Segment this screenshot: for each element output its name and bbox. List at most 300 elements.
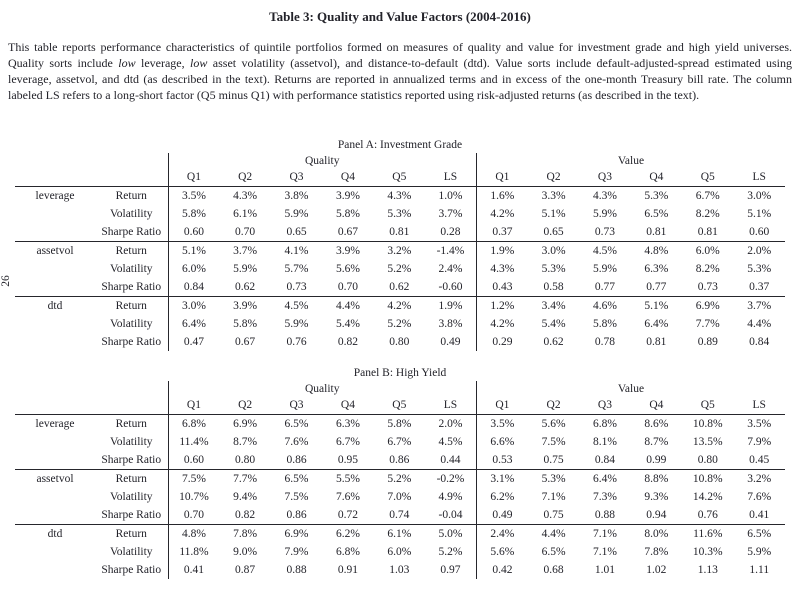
factor-label xyxy=(15,205,95,223)
quintile-header: Q4 xyxy=(631,169,682,187)
data-cell: 4.3% xyxy=(592,190,617,202)
data-cell: 5.0% xyxy=(425,525,476,544)
data-cell: 0.95 xyxy=(337,454,358,466)
data-cell: 1.2% xyxy=(476,297,527,316)
data-cell: 0.28 xyxy=(440,226,461,238)
data-cell: 0.84 xyxy=(594,454,616,466)
stat-label: Return xyxy=(115,190,147,202)
table-row xyxy=(15,415,785,434)
table-row xyxy=(15,297,785,316)
data-cell: 5.9% xyxy=(592,208,617,220)
data-cell: 6.2% xyxy=(322,525,373,544)
data-cell: 1.9% xyxy=(476,242,527,261)
factor-label: assetvol xyxy=(15,242,95,261)
data-cell: 4.2% xyxy=(374,297,425,316)
data-cell: 2.4% xyxy=(438,263,463,275)
data-cell: 4.9% xyxy=(438,491,463,503)
row-group-leverage xyxy=(15,187,785,242)
description-text: This table reports performance characteristics of quintile portfolios formed on measures of quality and value for investment grade and high yield universes. Quality sorts include xyxy=(8,40,792,70)
data-cell: 0.82 xyxy=(337,336,358,348)
data-cell: 1.02 xyxy=(646,564,667,576)
stat-label: Volatility xyxy=(109,491,153,503)
data-cell: 5.5% xyxy=(322,470,373,489)
factor-label xyxy=(15,315,95,333)
table-description xyxy=(8,39,792,103)
row-group-dtd xyxy=(15,297,785,352)
data-cell: 5.8% xyxy=(233,318,258,330)
data-cell: 4.4% xyxy=(322,297,373,316)
data-cell: 4.2% xyxy=(476,315,527,333)
table-row xyxy=(15,278,785,297)
data-cell: 8.1% xyxy=(592,436,617,448)
data-cell: 3.5% xyxy=(168,187,219,206)
spacer-cell xyxy=(15,153,168,169)
stat-label: Sharpe Ratio xyxy=(101,336,162,348)
data-cell: 7.1% xyxy=(541,491,566,503)
data-cell: 6.9% xyxy=(233,418,258,430)
panel-a-table xyxy=(15,153,785,351)
data-cell: 7.7% xyxy=(219,470,270,489)
data-cell: 0.62 xyxy=(543,336,564,348)
data-cell: 0.42 xyxy=(476,561,527,579)
data-cell: 7.8% xyxy=(219,525,270,544)
data-cell: 9.3% xyxy=(644,491,669,503)
table-row xyxy=(15,333,785,351)
data-cell: 0.80 xyxy=(697,454,718,466)
table-row xyxy=(15,561,785,579)
data-cell: 4.3% xyxy=(233,190,258,202)
data-cell: 9.0% xyxy=(233,546,258,558)
quintile-header-row xyxy=(15,169,785,187)
data-cell: 14.2% xyxy=(692,491,723,503)
data-cell: 7.9% xyxy=(747,436,772,448)
data-cell: 0.99 xyxy=(646,454,667,466)
data-cell: 6.1% xyxy=(374,525,425,544)
data-cell: 5.8% xyxy=(592,318,617,330)
factor-label: dtd xyxy=(15,525,95,544)
stat-label: Return xyxy=(115,418,147,430)
data-cell: 6.4% xyxy=(579,470,630,489)
data-cell: -0.60 xyxy=(438,281,463,293)
data-cell: 0.73 xyxy=(697,281,718,293)
data-cell: 6.4% xyxy=(644,318,669,330)
data-cell: 0.81 xyxy=(697,226,718,238)
data-cell: 3.0% xyxy=(747,190,772,202)
data-cell: 5.2% xyxy=(387,318,412,330)
data-cell: 4.4% xyxy=(528,525,579,544)
data-cell: 0.62 xyxy=(235,281,256,293)
table-row xyxy=(15,451,785,470)
factor-label xyxy=(15,278,95,297)
data-cell: 0.58 xyxy=(543,281,564,293)
data-cell: 4.5% xyxy=(271,297,322,316)
description-text: asset volatility (assetvol), and distance-to-default (dtd). Value sorts include default-adjusted-spread estimated using leverage, assetvol, and dtd (as described in the text). Returns are reported in annualized terms and in excess of the one-month Treasury bill rate. The column labeled LS refers to a long-short factor (Q5 minus Q1) with performance statistics reported using risk-adjusted returns (as described in the text). xyxy=(8,56,792,102)
quintile-header: Q3 xyxy=(271,397,322,415)
data-cell: 0.60 xyxy=(168,451,219,470)
data-cell: 3.9% xyxy=(322,242,373,261)
data-cell: 7.1% xyxy=(579,525,630,544)
data-cell: 3.2% xyxy=(733,470,785,489)
data-cell: 6.8% xyxy=(592,418,617,430)
data-cell: -0.04 xyxy=(438,509,463,521)
data-cell: 0.49 xyxy=(476,506,527,525)
quintile-header: Q2 xyxy=(219,169,270,187)
quintile-header: Q2 xyxy=(219,397,270,415)
data-cell: 3.3% xyxy=(541,190,566,202)
quintile-header: Q3 xyxy=(579,397,630,415)
stat-label: Volatility xyxy=(109,318,153,330)
data-cell: 10.8% xyxy=(692,418,723,430)
data-cell: 4.8% xyxy=(631,242,682,261)
data-cell: 8.6% xyxy=(644,418,669,430)
data-cell: 4.6% xyxy=(579,297,630,316)
data-cell: 7.5% xyxy=(168,470,219,489)
spacer-cell xyxy=(15,397,168,415)
data-cell: 1.0% xyxy=(438,190,463,202)
data-cell: 0.81 xyxy=(389,226,410,238)
data-cell: 3.1% xyxy=(476,470,527,489)
quintile-header: Q4 xyxy=(322,397,373,415)
data-cell: 0.67 xyxy=(235,336,256,348)
data-cell: 1.11 xyxy=(749,564,770,576)
data-cell: 5.9% xyxy=(284,318,309,330)
data-cell: 0.53 xyxy=(476,451,527,470)
data-cell: 6.9% xyxy=(682,297,733,316)
data-cell: 0.77 xyxy=(594,281,616,293)
data-cell: 0.81 xyxy=(646,336,667,348)
data-cell: -0.2% xyxy=(425,470,476,489)
data-cell: 6.7% xyxy=(335,436,360,448)
row-group-leverage xyxy=(15,415,785,470)
data-cell: 3.8% xyxy=(438,318,463,330)
data-cell: 0.84 xyxy=(749,336,770,348)
data-cell: 5.7% xyxy=(284,263,309,275)
data-cell: 7.0% xyxy=(387,491,412,503)
data-cell: 5.1% xyxy=(747,208,772,220)
factor-label xyxy=(15,488,95,506)
data-cell: 0.91 xyxy=(337,564,358,576)
data-cell: 0.78 xyxy=(594,336,616,348)
data-cell: 7.6% xyxy=(335,491,360,503)
data-cell: 11.8% xyxy=(168,543,219,561)
quintile-header: Q1 xyxy=(476,397,527,415)
stat-label: Volatility xyxy=(109,263,153,275)
data-cell: 0.37 xyxy=(749,281,770,293)
data-cell: 0.45 xyxy=(749,454,770,466)
data-cell: 2.0% xyxy=(438,418,463,430)
data-cell: 0.77 xyxy=(646,281,667,293)
table-row xyxy=(15,506,785,525)
data-cell: 5.6% xyxy=(541,418,566,430)
quality-group-header: Quality xyxy=(168,153,476,169)
data-cell: 6.7% xyxy=(695,190,720,202)
factor-label: leverage xyxy=(35,418,75,430)
data-cell: 6.3% xyxy=(335,418,360,430)
quintile-header: Q1 xyxy=(168,169,219,187)
data-cell: 4.5% xyxy=(579,242,630,261)
data-cell: 6.8% xyxy=(168,415,219,434)
quintile-header: LS xyxy=(425,397,476,415)
data-cell: 5.8% xyxy=(335,208,360,220)
data-cell: 6.0% xyxy=(387,546,412,558)
data-cell: 0.86 xyxy=(286,454,307,466)
data-cell: 5.8% xyxy=(168,205,219,223)
data-cell: 0.70 xyxy=(168,506,219,525)
data-cell: 0.60 xyxy=(168,223,219,242)
table-row xyxy=(15,543,785,561)
data-cell: 0.37 xyxy=(476,223,527,242)
data-cell: 5.2% xyxy=(374,470,425,489)
data-cell: 0.81 xyxy=(646,226,667,238)
quintile-header: Q4 xyxy=(322,169,373,187)
data-cell: 5.9% xyxy=(233,263,258,275)
factor-label xyxy=(15,451,95,470)
data-cell: 1.6% xyxy=(476,187,527,206)
data-cell: -1.4% xyxy=(425,242,476,261)
quintile-header-row xyxy=(15,397,785,415)
quintile-header: Q5 xyxy=(682,397,733,415)
factor-label xyxy=(15,506,95,525)
data-cell: 3.0% xyxy=(168,297,219,316)
data-cell: 0.76 xyxy=(697,509,718,521)
data-cell: 5.3% xyxy=(528,470,579,489)
data-cell: 0.88 xyxy=(594,509,616,521)
table-row xyxy=(15,433,785,451)
data-cell: 6.6% xyxy=(476,433,527,451)
data-cell: 4.1% xyxy=(271,242,322,261)
data-cell: 10.7% xyxy=(168,488,219,506)
data-cell: 6.2% xyxy=(476,488,527,506)
data-cell: 0.86 xyxy=(286,509,307,521)
data-cell: 8.8% xyxy=(631,470,682,489)
data-cell: 6.5% xyxy=(271,470,322,489)
data-cell: 10.3% xyxy=(692,546,723,558)
stat-label: Volatility xyxy=(109,436,153,448)
data-cell: 1.13 xyxy=(697,564,718,576)
data-cell: 4.2% xyxy=(476,205,527,223)
row-group-assetvol xyxy=(15,470,785,525)
panel-b-table xyxy=(15,381,785,579)
data-cell: 0.70 xyxy=(235,226,256,238)
data-cell: 3.7% xyxy=(219,242,270,261)
data-cell: 6.7% xyxy=(387,436,412,448)
data-cell: 0.47 xyxy=(168,333,219,351)
description-text: leverage, xyxy=(135,56,191,70)
data-cell: 7.3% xyxy=(592,491,617,503)
data-cell: 3.9% xyxy=(219,297,270,316)
data-cell: 7.9% xyxy=(284,546,309,558)
stat-label: Volatility xyxy=(109,546,153,558)
factor-label xyxy=(15,223,95,242)
panel-b-caption: Panel B: High Yield xyxy=(353,367,447,379)
data-cell: 6.5% xyxy=(733,525,785,544)
stat-label: Sharpe Ratio xyxy=(101,281,162,293)
spacer-cell xyxy=(15,381,168,397)
quintile-header: LS xyxy=(733,169,785,187)
data-cell: 0.62 xyxy=(389,281,410,293)
data-cell: 5.1% xyxy=(631,297,682,316)
data-cell: 0.65 xyxy=(286,226,307,238)
data-cell: 3.7% xyxy=(733,297,785,316)
quintile-header: Q1 xyxy=(476,169,527,187)
quintile-header: Q3 xyxy=(579,169,630,187)
data-cell: 5.2% xyxy=(387,263,412,275)
data-cell: 6.0% xyxy=(168,260,219,278)
data-cell: 1.03 xyxy=(389,564,410,576)
data-cell: 3.5% xyxy=(747,418,772,430)
data-cell: 7.8% xyxy=(644,546,669,558)
data-cell: 6.0% xyxy=(682,242,733,261)
data-cell: 6.9% xyxy=(271,525,322,544)
factor-label xyxy=(15,333,95,351)
description-italic-low: low xyxy=(118,56,136,70)
factor-label xyxy=(15,543,95,561)
data-cell: 6.5% xyxy=(541,546,566,558)
data-cell: 0.67 xyxy=(337,226,358,238)
data-cell: 0.65 xyxy=(543,226,564,238)
data-cell: 6.1% xyxy=(233,208,258,220)
data-cell: 0.86 xyxy=(389,454,410,466)
data-cell: 0.73 xyxy=(594,226,616,238)
data-cell: 6.3% xyxy=(644,263,669,275)
stat-label: Sharpe Ratio xyxy=(101,454,162,466)
table-row xyxy=(15,260,785,278)
table-row xyxy=(15,470,785,489)
data-cell: 3.8% xyxy=(284,190,309,202)
data-cell: 7.6% xyxy=(747,491,772,503)
stat-label: Return xyxy=(95,297,168,316)
quintile-header: Q3 xyxy=(271,169,322,187)
data-cell: 0.41 xyxy=(749,509,770,521)
data-cell: 8.0% xyxy=(631,525,682,544)
data-cell: 5.3% xyxy=(387,208,412,220)
data-cell: 4.5% xyxy=(438,436,463,448)
data-cell: 4.3% xyxy=(476,260,527,278)
quintile-header: Q5 xyxy=(374,397,425,415)
data-cell: 1.9% xyxy=(425,297,476,316)
data-cell: 0.80 xyxy=(389,336,410,348)
data-cell: 5.9% xyxy=(592,263,617,275)
quintile-header: Q1 xyxy=(168,397,219,415)
data-cell: 0.87 xyxy=(235,564,256,576)
data-cell: 0.43 xyxy=(476,278,527,297)
data-cell: 6.5% xyxy=(644,208,669,220)
data-cell: 5.3% xyxy=(747,263,772,275)
description-italic-low: low xyxy=(190,56,208,70)
data-cell: 6.4% xyxy=(168,315,219,333)
data-cell: 0.88 xyxy=(286,564,307,576)
data-cell: 7.5% xyxy=(284,491,309,503)
data-cell: 9.4% xyxy=(233,491,258,503)
data-cell: 3.9% xyxy=(335,190,360,202)
table-title: Table 3: Quality and Value Factors (2004-2016) xyxy=(269,9,531,24)
data-cell: 0.73 xyxy=(286,281,307,293)
spacer-cell xyxy=(15,169,168,187)
factor-label: dtd xyxy=(15,297,95,316)
row-group-assetvol xyxy=(15,242,785,297)
data-cell: 5.6% xyxy=(335,263,360,275)
data-cell: 0.80 xyxy=(235,454,256,466)
data-cell: 11.6% xyxy=(682,525,733,544)
table-row xyxy=(15,315,785,333)
page-number: 26 xyxy=(0,275,12,287)
panel-b xyxy=(0,367,800,579)
data-cell: 5.1% xyxy=(541,208,566,220)
data-cell: 10.8% xyxy=(682,470,733,489)
stat-label: Sharpe Ratio xyxy=(101,564,162,576)
quality-group-header: Quality xyxy=(168,381,476,397)
data-cell: 0.60 xyxy=(749,226,770,238)
factor-label xyxy=(15,260,95,278)
data-cell: 1.01 xyxy=(594,564,616,576)
panel-a xyxy=(0,139,800,351)
data-cell: 2.0% xyxy=(733,242,785,261)
data-cell: 11.4% xyxy=(168,433,219,451)
data-cell: 7.7% xyxy=(695,318,720,330)
data-cell: 0.75 xyxy=(543,454,564,466)
data-cell: 3.7% xyxy=(438,208,463,220)
table-row xyxy=(15,205,785,223)
data-cell: 0.74 xyxy=(389,509,410,521)
quintile-header: LS xyxy=(425,169,476,187)
stat-label: Sharpe Ratio xyxy=(101,509,162,521)
data-cell: 0.49 xyxy=(440,336,461,348)
data-cell: 3.0% xyxy=(528,242,579,261)
data-cell: 5.2% xyxy=(438,546,463,558)
data-cell: 0.68 xyxy=(543,564,564,576)
data-cell: 3.4% xyxy=(528,297,579,316)
data-cell: 0.41 xyxy=(168,561,219,579)
data-cell: 6.5% xyxy=(284,418,309,430)
data-cell: 3.5% xyxy=(476,415,527,434)
data-cell: 5.9% xyxy=(747,546,772,558)
data-cell: 8.7% xyxy=(233,436,258,448)
table-row xyxy=(15,187,785,206)
data-cell: 0.89 xyxy=(697,336,718,348)
data-cell: 5.9% xyxy=(284,208,309,220)
data-cell: 5.1% xyxy=(168,242,219,261)
data-cell: 4.4% xyxy=(747,318,772,330)
stat-label: Return xyxy=(95,242,168,261)
data-cell: 0.94 xyxy=(646,509,667,521)
data-cell: 0.72 xyxy=(337,509,358,521)
factor-label: leverage xyxy=(35,190,75,202)
data-cell: 7.1% xyxy=(592,546,617,558)
quintile-header: Q5 xyxy=(374,169,425,187)
data-cell: 7.5% xyxy=(541,436,566,448)
factor-label: assetvol xyxy=(15,470,95,489)
group-header-row xyxy=(15,381,785,397)
data-cell: 0.84 xyxy=(168,278,219,297)
data-cell: 7.6% xyxy=(284,436,309,448)
table-row xyxy=(15,242,785,261)
data-cell: 4.8% xyxy=(168,525,219,544)
data-cell: 0.82 xyxy=(235,509,256,521)
data-cell: 5.8% xyxy=(387,418,412,430)
data-cell: 0.97 xyxy=(440,564,461,576)
data-cell: 13.5% xyxy=(692,436,723,448)
quintile-header: Q5 xyxy=(682,169,733,187)
data-cell: 8.2% xyxy=(695,208,720,220)
data-cell: 0.29 xyxy=(476,333,527,351)
stat-label: Volatility xyxy=(109,208,153,220)
data-cell: 5.3% xyxy=(644,190,669,202)
data-cell: 0.76 xyxy=(286,336,307,348)
data-cell: 6.8% xyxy=(335,546,360,558)
data-cell: 0.44 xyxy=(440,454,461,466)
data-cell: 5.4% xyxy=(335,318,360,330)
table-row xyxy=(15,223,785,242)
